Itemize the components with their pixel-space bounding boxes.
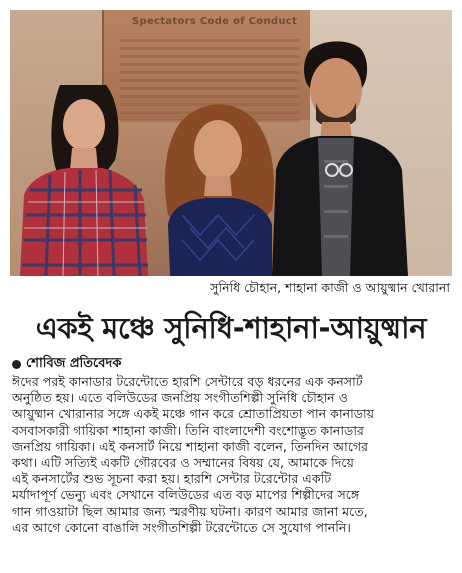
headline: একই মঞ্চে সুনিধি-শাহানা-আয়ুষ্মান: [35, 311, 427, 345]
photo-people: [10, 10, 452, 276]
poster-heading: Spectators Code of Conduct: [132, 16, 298, 27]
bullet-icon: [12, 360, 21, 369]
body-line: বসবাসকারী গায়িকা শাহানা কাজী। তিনি বাংলাদেশী বংশোদ্ভূত কানাডার: [12, 422, 364, 438]
article-body: [12, 374, 452, 536]
body-line: এর আগে কোনো বাঙালি সংগীতশিল্পী টরেন্টোতে সে সুযোগ পাননি।: [12, 519, 351, 535]
news-photo: [10, 10, 452, 276]
body-line: অনুষ্ঠিত হয়। এতে বলিউডের জনপ্রিয় সংগীতশিল্পী সুনিধি চৌহান ও: [12, 390, 348, 406]
person-center: [165, 104, 274, 276]
body-line: এই কনসার্টের শুভ সূচনা করা হয়। হারশি সেন্টার টরেন্টোর একটি: [12, 471, 332, 487]
body-line: আয়ুষ্মান খোরানার সঙ্গে একই মঞ্চে গান করে শ্রোতাপ্রিয়তা পান কানাডায়: [12, 406, 375, 422]
person-right: [272, 41, 408, 276]
byline: [12, 354, 121, 375]
byline-text: শোবিজ প্রতিবেদক: [26, 356, 122, 371]
photo-caption: সুনিধি চৌহান, শাহানা কাজী ও আয়ুষ্মান খোরানা: [210, 280, 450, 295]
body-line: কথা। এটি সত্যিই একটি গৌরবের ও সম্মানের বিষয় যে, আমাকে দিয়ে: [12, 455, 354, 471]
body-line: গান গাওয়াটা ছিল আমার জন্য স্মরণীয় ঘটনা। কারণ আমার জানা মতে,: [12, 503, 368, 519]
body-line: মর্যাদাপূর্ণ ভেন্যু এবং সেখানে বলিউডের এত বড় মাপের শিল্পীদের সঙ্গে: [12, 487, 360, 503]
body-line: ঈদের পরই কানাডার টরেন্টোতে হারশি সেন্টারে বড় ধরনের এক কনসার্ট: [12, 374, 363, 389]
person-left: [20, 85, 148, 276]
body-line: জনপ্রিয় গায়িকা। এই কনসার্ট নিয়ে শাহানা কাজী বলেন, তিনদিন আগের: [12, 438, 369, 454]
